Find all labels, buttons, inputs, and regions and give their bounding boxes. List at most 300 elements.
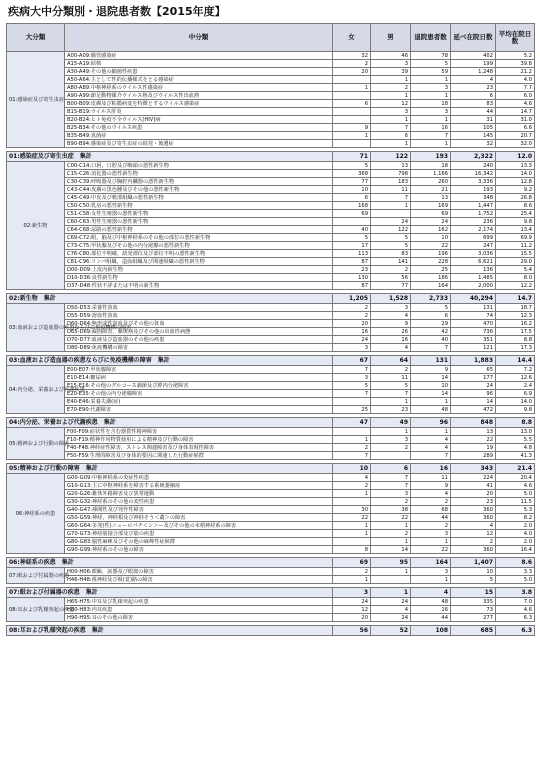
subtotal-male-cell: 6 [371, 464, 411, 474]
total-days-cell: 22 [451, 436, 496, 444]
table-row [7, 522, 535, 530]
table-row [7, 482, 535, 490]
discharged-cell: 1 [411, 538, 451, 546]
total-days-cell: 1,752 [451, 210, 496, 218]
discharged-cell: 68 [411, 506, 451, 514]
average-days-cell: 18.7 [496, 304, 535, 312]
male-cell: 14 [371, 546, 411, 554]
male-cell: 798 [371, 170, 411, 178]
average-days-cell: 69.9 [496, 234, 535, 242]
middle-category-cell: F50-F59:生理的障害及び身体的要因に関連した行動症候群 [65, 452, 333, 460]
female-cell: 1 [333, 490, 371, 498]
total-days-cell: 14 [451, 398, 496, 406]
discharged-cell: 6 [411, 312, 451, 320]
middle-category-cell: C60-C63:男性生殖器の悪性新生物 [65, 218, 333, 226]
middle-category-cell: C69-C72:眼，脳及び中枢神経系のその他の部位の悪性新生物 [65, 234, 333, 242]
average-days-cell: 31.0 [496, 116, 535, 124]
female-cell [333, 92, 371, 100]
average-days-cell: 9.2 [496, 186, 535, 194]
middle-category-cell: B25-B34:その他のウイルス疾患 [65, 124, 333, 132]
average-days-cell: 7.2 [496, 366, 535, 374]
middle-category-cell: E70-E90:代謝障害 [65, 406, 333, 414]
female-cell: 2 [333, 304, 371, 312]
middle-category-cell: H90-H95:耳のその他の障害 [65, 614, 333, 622]
average-days-cell: 13.4 [496, 226, 535, 234]
middle-category-cell: H80-H83:内耳疾患 [65, 606, 333, 614]
male-cell: 1 [371, 538, 411, 546]
total-days-cell: 74 [451, 312, 496, 320]
header-middle-category: 中分類 [65, 24, 333, 52]
discharged-cell: 7 [411, 452, 451, 460]
discharged-cell: 48 [411, 406, 451, 414]
average-days-cell: 13.3 [496, 162, 535, 170]
average-days-cell: 17.3 [496, 344, 535, 352]
average-days-cell: 4.0 [496, 530, 535, 538]
average-days-cell: 2.0 [496, 538, 535, 546]
discharged-cell: 1,166 [411, 170, 451, 178]
average-days-cell: 41.3 [496, 452, 535, 460]
subtotal-row [7, 588, 535, 598]
male-cell: 1 [371, 568, 411, 576]
total-days-cell: 44 [451, 108, 496, 116]
subtotal-total-days-cell: 1,883 [451, 356, 496, 366]
table-row [7, 498, 535, 506]
middle-category-cell: A00-A09:腸管感染症 [65, 52, 333, 60]
subtotal-male-cell: 52 [371, 626, 411, 636]
male-cell: 2 [371, 84, 411, 92]
subtotal-female-cell: 1,205 [333, 294, 371, 304]
total-days-cell: 224 [451, 474, 496, 482]
middle-category-cell: C73-C75:甲状腺及びその他の内分泌腺の悪性新生物 [65, 242, 333, 250]
average-days-cell: 6.6 [496, 124, 535, 132]
female-cell: 2 [333, 568, 371, 576]
average-days-cell: 3.3 [496, 568, 535, 576]
middle-category-cell: B15-B19:ウイルス肝炎 [65, 108, 333, 116]
middle-category-cell: E00-E07:甲状腺障害 [65, 366, 333, 374]
subtotal-row [7, 558, 535, 568]
subtotal-total-days-cell: 848 [451, 418, 496, 428]
discharged-cell: 11 [411, 474, 451, 482]
total-days-cell: 2,000 [451, 282, 496, 290]
average-days-cell: 5.0 [496, 576, 535, 584]
male-cell: 1 [371, 522, 411, 530]
table-row [7, 452, 535, 460]
female-cell: 2 [333, 312, 371, 320]
total-days-cell: 3,036 [451, 250, 496, 258]
table-row [7, 374, 535, 382]
middle-category-cell: G00-G09:中枢神経系の炎症性疾患 [65, 474, 333, 482]
male-cell: 11 [371, 186, 411, 194]
middle-category-cell: D65-D69:凝固障害，紫斑病及びその他の出血性病態 [65, 328, 333, 336]
male-cell: 5 [371, 382, 411, 390]
average-days-cell: 13.0 [496, 428, 535, 436]
total-days-cell: 131 [451, 304, 496, 312]
total-days-cell: 289 [451, 452, 496, 460]
table-row [7, 178, 535, 186]
header-total-days: 延べ在院日数 [451, 24, 496, 52]
female-cell: 77 [333, 178, 371, 186]
middle-category-cell: G60-G64:多発(性)ニューロパチ＜シ＞ー及びその他の末梢神経系の障害 [65, 522, 333, 530]
discharged-cell: 169 [411, 202, 451, 210]
subtotal-average-days-cell: 14.4 [496, 356, 535, 366]
subtotal-label: 04:内分泌、栄養および代謝疾患 集計 [7, 418, 333, 428]
subtotal-row [7, 356, 535, 366]
female-cell: 5 [333, 162, 371, 170]
subtotal-row [7, 294, 535, 304]
subtotal-female-cell: 69 [333, 558, 371, 568]
male-cell [371, 576, 411, 584]
subtotal-row [7, 152, 535, 162]
female-cell: 2 [333, 482, 371, 490]
middle-category-cell: D00-D09:上皮内新生物 [65, 266, 333, 274]
discharged-cell: 1 [411, 398, 451, 406]
table-header [7, 24, 535, 52]
total-days-cell: 193 [451, 186, 496, 194]
major-category-cell: 02:新生物 [7, 162, 65, 290]
subtotal-total-days-cell: 15 [451, 588, 496, 598]
header-major-category: 大分類 [7, 24, 65, 52]
average-days-cell: 20.7 [496, 132, 535, 140]
discharged-cell: 1 [411, 576, 451, 584]
table-row [7, 320, 535, 328]
total-days-cell: 199 [451, 60, 496, 68]
male-cell: 12 [371, 100, 411, 108]
discharged-cell: 4 [411, 436, 451, 444]
middle-category-cell: G70-G73:神経筋接合部及び筋の疾患 [65, 530, 333, 538]
table-row [7, 116, 535, 124]
female-cell [333, 140, 371, 148]
discharged-cell: 228 [411, 258, 451, 266]
total-days-cell: 360 [451, 506, 496, 514]
male-cell: 24 [371, 614, 411, 622]
table-row [7, 382, 535, 390]
discharged-cell: 164 [411, 282, 451, 290]
total-days-cell: 145 [451, 132, 496, 140]
middle-category-cell: G20-G26:錐体外路障害及び異常運動 [65, 490, 333, 498]
subtotal-discharged-cell: 2,733 [411, 294, 451, 304]
discharged-cell: 1 [411, 116, 451, 124]
middle-category-cell: E20-E35:その他の内分泌腺障害 [65, 390, 333, 398]
table-row [7, 108, 535, 116]
subtotal-total-days-cell: 2,322 [451, 152, 496, 162]
average-days-cell: 17.5 [496, 328, 535, 336]
header-male: 男 [371, 24, 411, 52]
total-days-cell: 13 [451, 428, 496, 436]
total-days-cell: 402 [451, 52, 496, 60]
average-days-cell: 8.6 [496, 202, 535, 210]
average-days-cell: 26.8 [496, 194, 535, 202]
average-days-cell: 11.2 [496, 242, 535, 250]
female-cell: 32 [333, 52, 371, 60]
middle-category-cell: G50-G59:神経，神経根及び神経そう＜叢＞の障害 [65, 514, 333, 522]
subtotal-discharged-cell: 131 [411, 356, 451, 366]
discharged-cell: 162 [411, 226, 451, 234]
table-row [7, 546, 535, 554]
subtotal-row [7, 626, 535, 636]
average-days-cell: 5.5 [496, 436, 535, 444]
middle-category-cell: G40-G47:挿間性及び発作性障害 [65, 506, 333, 514]
subtotal-male-cell: 1,528 [371, 294, 411, 304]
table-row [7, 530, 535, 538]
total-days-cell: 19 [451, 444, 496, 452]
female-cell: 1 [333, 436, 371, 444]
male-cell: 7 [371, 474, 411, 482]
subtotal-female-cell: 56 [333, 626, 371, 636]
middle-category-cell: F00-F09:症状性を含む器質性精神障害 [65, 428, 333, 436]
major-category-cell: 06:神経系の疾患 [7, 474, 65, 554]
subtotal-total-days-cell: 40,294 [451, 294, 496, 304]
middle-category-cell: D50-D53:栄養性貧血 [65, 304, 333, 312]
table-row [7, 506, 535, 514]
discharged-cell: 7 [411, 344, 451, 352]
discharged-cell: 48 [411, 598, 451, 606]
male-cell: 22 [371, 514, 411, 522]
major-category-cell: 03:血液および造血器の疾患ならびに免疫機構の障害 [7, 304, 65, 352]
average-days-cell: 12.2 [496, 282, 535, 290]
total-days-cell: 236 [451, 218, 496, 226]
major-category-cell: 01:感染症及び寄生虫症 [7, 52, 65, 148]
discharged-cell: 29 [411, 320, 451, 328]
male-cell: 3 [371, 60, 411, 68]
female-cell: 20 [333, 614, 371, 622]
table-row [7, 52, 535, 60]
middle-category-cell: D10-D36:良性新生物 [65, 274, 333, 282]
middle-category-cell: C51-C58:女性生殖器の悪性新生物 [65, 210, 333, 218]
discharged-cell: 3 [411, 84, 451, 92]
total-days-cell: 247 [451, 242, 496, 250]
middle-category-cell: C76-C80:部位不明確，続発部位及び部位不明の悪性新生物 [65, 250, 333, 258]
average-days-cell: 39.8 [496, 60, 535, 68]
subtotal-female-cell: 10 [333, 464, 371, 474]
middle-category-cell: C81-C96:リンパ組織，造血組織及び関連組織の悪性新生物 [65, 258, 333, 266]
subtotal-discharged-cell: 96 [411, 418, 451, 428]
female-cell: 17 [333, 242, 371, 250]
average-days-cell: 5.4 [496, 266, 535, 274]
female-cell: 2 [333, 60, 371, 68]
male-cell: 3 [371, 490, 411, 498]
discharged-cell: 186 [411, 274, 451, 282]
female-cell: 2 [333, 444, 371, 452]
male-cell: 24 [371, 598, 411, 606]
female-cell: 6 [333, 100, 371, 108]
subtotal-total-days-cell: 1,407 [451, 558, 496, 568]
discharged-cell: 44 [411, 514, 451, 522]
table-row [7, 576, 535, 584]
average-days-cell: 4.6 [496, 100, 535, 108]
average-days-cell: 2.0 [496, 522, 535, 530]
female-cell: 1 [333, 530, 371, 538]
male-cell: 5 [371, 234, 411, 242]
female-cell: 9 [333, 124, 371, 132]
middle-category-cell: A80-A89:中枢神経系のウイルス性感染症 [65, 84, 333, 92]
average-days-cell: 21.2 [496, 68, 535, 76]
discharged-cell: 22 [411, 242, 451, 250]
subtotal-average-days-cell: 12.0 [496, 152, 535, 162]
average-days-cell: 2.4 [496, 382, 535, 390]
male-cell: 183 [371, 178, 411, 186]
male-cell [371, 210, 411, 218]
subtotal-discharged-cell: 16 [411, 464, 451, 474]
table-row [7, 76, 535, 84]
table-row [7, 258, 535, 266]
male-cell: 13 [371, 162, 411, 170]
table-row [7, 398, 535, 406]
table-row [7, 474, 535, 482]
male-cell: 2 [371, 366, 411, 374]
middle-category-cell: B00-B09:皮膚及び粘膜病変を特徴とするウイルス感染症 [65, 100, 333, 108]
subtotal-female-cell: 71 [333, 152, 371, 162]
subtotal-total-days-cell: 685 [451, 626, 496, 636]
subtotal-total-days-cell: 343 [451, 464, 496, 474]
discharged-cell: 196 [411, 250, 451, 258]
total-days-cell: 23 [451, 498, 496, 506]
header-female: 女 [333, 24, 371, 52]
subtotal-average-days-cell: 3.8 [496, 588, 535, 598]
total-days-cell: 73 [451, 606, 496, 614]
middle-category-cell: C30-C39:呼吸器及び胸腔内臓器の悪性新生物 [65, 178, 333, 186]
discharged-cell: 18 [411, 100, 451, 108]
discharged-cell: 59 [411, 68, 451, 76]
average-days-cell: 4.6 [496, 606, 535, 614]
average-days-cell: 15.5 [496, 250, 535, 258]
middle-category-cell: C15-C26:消化器の悪性新生物 [65, 170, 333, 178]
average-days-cell: 16.2 [496, 320, 535, 328]
average-days-cell: 8.0 [496, 274, 535, 282]
table-row [7, 538, 535, 546]
male-cell: 2 [371, 530, 411, 538]
table-row [7, 124, 535, 132]
male-cell [371, 452, 411, 460]
major-category-cell: 08:耳および乳様突起の疾患 [7, 598, 65, 622]
female-cell [333, 538, 371, 546]
header-discharged: 退院患者数 [411, 24, 451, 52]
male-cell: 16 [371, 336, 411, 344]
female-cell [333, 218, 371, 226]
average-days-cell: 14.0 [496, 170, 535, 178]
subtotal-male-cell: 95 [371, 558, 411, 568]
subtotal-label: 02:新生物 集計 [7, 294, 333, 304]
total-days-cell: 23 [451, 84, 496, 92]
major-category-cell: 05:精神および行動の障害 [7, 428, 65, 460]
table-row [7, 250, 535, 258]
total-days-cell: 96 [451, 390, 496, 398]
female-cell: 87 [333, 282, 371, 290]
subtotal-label: 08:耳および乳様突起の疾患 集計 [7, 626, 333, 636]
discharged-cell: 10 [411, 234, 451, 242]
middle-category-cell: D37-D48:性状不詳または不明の新生物 [65, 282, 333, 290]
male-cell: 1 [371, 116, 411, 124]
total-days-cell: 4 [451, 76, 496, 84]
discharged-cell: 16 [411, 124, 451, 132]
female-cell: 113 [333, 250, 371, 258]
female-cell: 20 [333, 68, 371, 76]
total-days-cell: 32 [451, 140, 496, 148]
middle-category-cell: C64-C68:尿路の悪性新生物 [65, 226, 333, 234]
male-cell: 141 [371, 258, 411, 266]
middle-category-cell: E40-E46:栄養失調(症) [65, 398, 333, 406]
male-cell: 56 [371, 274, 411, 282]
total-days-cell: 277 [451, 614, 496, 622]
female-cell [333, 398, 371, 406]
middle-category-cell: A30-A49:その他の細菌性疾患 [65, 68, 333, 76]
subtotal-label: 06:神経系の疾患 集計 [7, 558, 333, 568]
middle-category-cell: D60-D64:無形成性貧血及びその他の貧血 [65, 320, 333, 328]
subtotal-average-days-cell: 6.3 [496, 626, 535, 636]
middle-category-cell: C45-C49:中皮及び軟部組織の悪性新生物 [65, 194, 333, 202]
female-cell: 7 [333, 452, 371, 460]
average-days-cell: 14.7 [496, 108, 535, 116]
middle-category-cell: B35-B49:真菌症 [65, 132, 333, 140]
discharged-cell: 10 [411, 382, 451, 390]
discharged-cell: 24 [411, 218, 451, 226]
middle-category-cell: G10-G13:主に中枢神経系を障害する系統萎縮症 [65, 482, 333, 490]
header-average-days: 平均在院日数 [496, 24, 535, 52]
total-days-cell: 1,447 [451, 202, 496, 210]
middle-category-cell: D70-D77:血液及び造血器のその他の疾患 [65, 336, 333, 344]
middle-category-cell: D80-D89:免疫機構の障害 [65, 344, 333, 352]
male-cell: 77 [371, 282, 411, 290]
female-cell: 24 [333, 336, 371, 344]
total-days-cell: 472 [451, 406, 496, 414]
male-cell: 4 [371, 312, 411, 320]
table-row [7, 132, 535, 140]
total-days-cell: 16,342 [451, 170, 496, 178]
discharged-cell: 14 [411, 390, 451, 398]
total-days-cell: 360 [451, 546, 496, 554]
total-days-cell: 360 [451, 514, 496, 522]
table-row [7, 234, 535, 242]
middle-category-cell: F40-F48:神経症性障害，ストレス関連障害及び身体表現性障害 [65, 444, 333, 452]
table-row [7, 428, 535, 436]
table-row [7, 606, 535, 614]
table-row [7, 568, 535, 576]
average-days-cell: 7.7 [496, 84, 535, 92]
female-cell: 7 [333, 390, 371, 398]
total-days-cell: 4 [451, 522, 496, 530]
table-row [7, 312, 535, 320]
major-category-cell: 07:眼および付属器の疾患 [7, 568, 65, 584]
middle-category-cell: C43-C44:皮膚の黒色腫及びその他の悪性新生物 [65, 186, 333, 194]
female-cell [333, 428, 371, 436]
discharged-cell: 21 [411, 186, 451, 194]
female-cell [333, 498, 371, 506]
subtotal-label: 01:感染症及び寄生虫症 集計 [7, 152, 333, 162]
table-row [7, 274, 535, 282]
subtotal-average-days-cell: 21.4 [496, 464, 535, 474]
total-days-cell: 177 [451, 374, 496, 382]
discharged-cell: 5 [411, 60, 451, 68]
male-cell: 2 [371, 266, 411, 274]
total-days-cell: 335 [451, 598, 496, 606]
total-days-cell: 31 [451, 116, 496, 124]
subtotal-female-cell: 3 [333, 588, 371, 598]
middle-category-cell: F10-F19:精神作用物質使用による精神及び行動の障害 [65, 436, 333, 444]
female-cell: 1 [333, 576, 371, 584]
total-days-cell: 5 [451, 576, 496, 584]
subtotal-average-days-cell: 8.6 [496, 558, 535, 568]
subtotal-male-cell: 49 [371, 418, 411, 428]
table-row [7, 170, 535, 178]
discharged-cell: 18 [411, 162, 451, 170]
average-days-cell: 7.0 [496, 598, 535, 606]
discharged-cell: 4 [411, 444, 451, 452]
subtotal-label: 03:血液および造血器の疾患ならびに免疫機構の障害 集計 [7, 356, 333, 366]
table-row [7, 490, 535, 498]
total-days-cell: 83 [451, 100, 496, 108]
total-days-cell: 24 [451, 382, 496, 390]
female-cell [333, 116, 371, 124]
female-cell: 3 [333, 374, 371, 382]
